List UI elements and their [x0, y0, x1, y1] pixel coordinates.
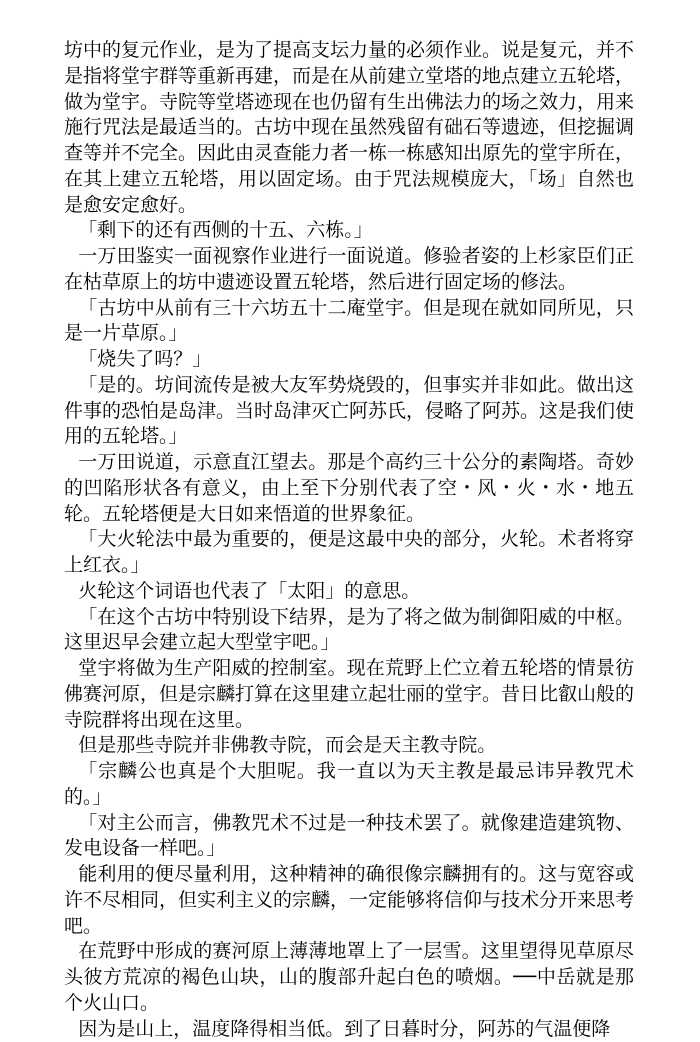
paragraph: 「在这个古坊中特别设下结界，是为了将之做为制御阳威的中枢。这里迟早会建立起大型堂宇吧。」	[64, 605, 634, 657]
paragraph: 在荒野中形成的赛河原上薄薄地罩上了一层雪。这里望得见草原尽头彼方荒凉的褐色山块，山的腹部升起白色的喷烟。──中岳就是那个火山口。	[64, 939, 634, 1016]
paragraph: 「烧失了吗？」	[64, 347, 634, 373]
paragraph: 「对主公而言，佛教咒术不过是一种技术罢了。就像建造建筑物、发电设备一样吧。」	[64, 811, 634, 863]
paragraph: 火轮这个词语也代表了「太阳」的意思。	[64, 579, 634, 605]
paragraph: 一万田鉴实一面视察作业进行一面说道。修验者姿的上杉家臣们正在枯草原上的坊中遗迹设置五轮塔，然后进行固定场的修法。	[64, 244, 634, 296]
document-page	[64, 38, 634, 1042]
paragraph: 「大火轮法中最为重要的，便是这最中央的部分，火轮。术者将穿上红衣。」	[64, 527, 634, 579]
paragraph: 因为是山上，温度降得相当低。到了日暮时分，阿苏的气温便降	[64, 1017, 634, 1042]
paragraph: 「宗麟公也真是个大胆呢。我一直以为天主教是最忌讳异教咒术的。」	[64, 759, 634, 811]
paragraph: 一万田说道，示意直江望去。那是个高约三十公分的素陶塔。奇妙的凹陷形状各有意义，由上至下分别代表了空・风・火・水・地五轮。五轮塔便是大日如来悟道的世界象征。	[64, 450, 634, 527]
paragraph: 堂宇将做为生产阳威的控制室。现在荒野上伫立着五轮塔的情景彷佛赛河原，但是宗麟打算在这里建立起壮丽的堂宇。昔日比叡山般的寺院群将出现在这里。	[64, 656, 634, 733]
paragraph: 坊中的复元作业，是为了提高支坛力量的必须作业。说是复元，并不是指将堂宇群等重新再建，而是在从前建立堂塔的地点建立五轮塔，做为堂宇。寺院等堂塔迹现在也仍留有生出佛法力的场之效力，用来施行咒法是最适当的。古坊中现在虽然残留有础石等遗迹，但挖掘调查等并不完全。因此由灵查能力者一栋一栋感知出原先的堂宇所在，在其上建立五轮塔，用以固定场。由于咒法规模庞大，「场」自然也是愈安定愈好。	[64, 38, 634, 218]
paragraph: 「是的。坊间流传是被大友军势烧毁的，但事实并非如此。做出这件事的恐怕是岛津。当时岛津灭亡阿苏氏，侵略了阿苏。这是我们使用的五轮塔。」	[64, 373, 634, 450]
paragraph: 但是那些寺院并非佛教寺院，而会是天主教寺院。	[64, 733, 634, 759]
paragraph: 能利用的便尽量利用，这种精神的确很像宗麟拥有的。这与宽容或许不尽相同，但实利主义的宗麟，一定能够将信仰与技术分开来思考吧。	[64, 862, 634, 939]
paragraph: 「剩下的还有西侧的十五、六栋。」	[64, 218, 634, 244]
paragraph: 「古坊中从前有三十六坊五十二庵堂宇。但是现在就如同所见，只是一片草原。」	[64, 296, 634, 348]
